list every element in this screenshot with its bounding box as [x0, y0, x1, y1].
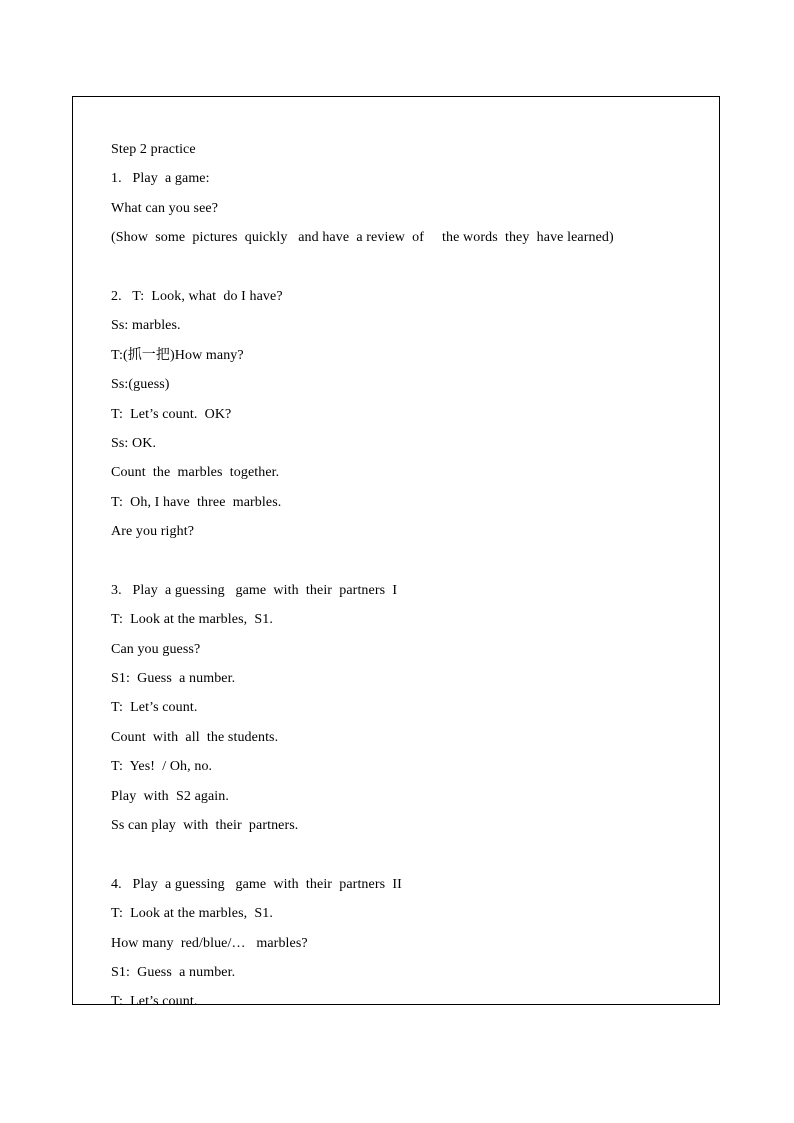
- text-line: T: Yes! / Oh, no.: [111, 759, 213, 775]
- text-line: (Show some pictures quickly and have a review of the words they have learned): [111, 230, 614, 246]
- blank-line: [111, 253, 699, 282]
- text-line: T: Let’s count.: [111, 994, 198, 1010]
- text-line: Are you right?: [111, 524, 195, 540]
- text-line: T: Let’s count.: [111, 700, 198, 716]
- text-line: Can you guess?: [111, 641, 201, 657]
- text-line: Ss: marbles.: [111, 318, 181, 334]
- blank-line: [111, 546, 699, 575]
- text-line: T:(抓一把)How many?: [111, 347, 244, 363]
- text-line: T: Look at the marbles, S1.: [111, 612, 274, 628]
- text-line: S1: Guess a number.: [111, 964, 236, 980]
- text-line: Ss can play with their partners.: [111, 817, 299, 833]
- lesson-table-cell: [72, 96, 720, 1010]
- text-line: How many red/blue/… marbles?: [111, 935, 308, 951]
- text-line: Count with all the students.: [111, 729, 279, 745]
- text-line: 2. T: Look, what do I have?: [111, 288, 283, 304]
- text-line: S1: Guess a number.: [111, 671, 236, 687]
- text-line: Count the marbles together.: [111, 465, 280, 481]
- blank-line: [111, 840, 699, 869]
- text-line: 1. Play a game:: [111, 171, 210, 187]
- text-line: T: Look at the marbles, S1.: [111, 906, 274, 922]
- text-line: Play with S2 again.: [111, 788, 229, 804]
- lesson-content: [111, 135, 699, 1017]
- text-line: Ss:(guess): [111, 377, 170, 393]
- text-line: Ss: OK.: [111, 435, 157, 451]
- text-line: T: Oh, I have three marbles.: [111, 494, 282, 510]
- text-line: 3. Play a guessing game with their partners I: [111, 582, 398, 598]
- text-line: What can you see?: [111, 200, 219, 216]
- text-line: 4. Play a guessing game with their partners II: [111, 876, 402, 892]
- text-line: T: Let’s count. OK?: [111, 406, 232, 422]
- step-heading: Step 2 practice: [111, 142, 196, 157]
